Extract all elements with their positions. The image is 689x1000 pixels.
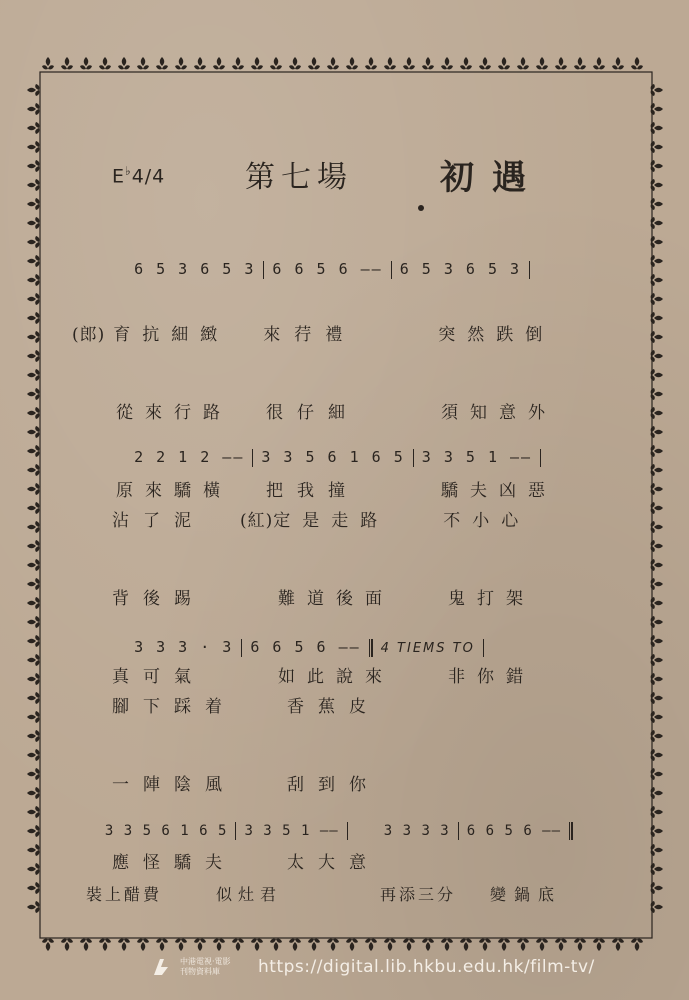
lyric: 裝上醋費 xyxy=(86,885,163,904)
lyric: 須知意外 xyxy=(441,403,557,423)
lyric: 再添三分 xyxy=(380,885,457,904)
measure: 3 3 5 1 —— xyxy=(244,823,339,839)
border-ornament xyxy=(27,521,39,533)
border-ornament xyxy=(194,939,206,951)
border-ornament xyxy=(27,882,39,894)
border-ornament xyxy=(479,939,491,951)
border-ornament xyxy=(498,939,510,951)
border-ornament xyxy=(574,57,586,69)
library-watermark xyxy=(150,952,595,982)
lyric: 鬼打架 xyxy=(448,589,535,609)
lyric: 變鍋底 xyxy=(490,885,563,904)
border-ornament xyxy=(593,57,605,69)
lyric: 似灶君 xyxy=(216,885,283,904)
border-ornament xyxy=(251,57,263,69)
border-ornament xyxy=(289,939,301,951)
border-ornament xyxy=(27,825,39,837)
key-letter: E xyxy=(112,165,126,188)
border-ornament xyxy=(308,939,320,951)
border-ornament xyxy=(137,939,149,951)
border-ornament xyxy=(80,939,92,951)
border-ornament xyxy=(27,616,39,628)
border-ornament xyxy=(232,939,244,951)
measure: 6 6 5 6 —— xyxy=(250,638,361,656)
lyric: 腳下踩着 xyxy=(112,697,236,717)
border-ornament xyxy=(27,597,39,609)
measure: 2 2 1 2 —— xyxy=(134,448,245,466)
lyric: 香蕉皮 xyxy=(287,697,380,717)
lyric: 真可氣 xyxy=(112,667,205,687)
border-ornament xyxy=(441,939,453,951)
border-ornament xyxy=(422,939,434,951)
ink-dot xyxy=(418,205,424,211)
barline xyxy=(540,449,541,467)
border-ornament xyxy=(365,57,377,69)
lyric: 很仔細 xyxy=(266,403,359,423)
library-name xyxy=(180,957,250,977)
border-ornament xyxy=(27,369,39,381)
lyric: 驕夫凶惡 xyxy=(441,481,557,501)
border-ornament xyxy=(27,122,39,134)
border-ornament xyxy=(27,445,39,457)
border-ornament xyxy=(517,57,529,69)
lyric: 難道後面 xyxy=(278,589,394,609)
lyric: 突然跌倒 xyxy=(438,325,555,345)
border-ornament xyxy=(460,939,472,951)
border-ornament xyxy=(42,57,54,69)
border-ornament xyxy=(27,711,39,723)
border-ornament xyxy=(574,939,586,951)
lyric: 把我撞 xyxy=(266,481,359,501)
border-ornament xyxy=(27,787,39,799)
barline xyxy=(483,639,484,657)
repeat-instruction: 4 TIEMS TO xyxy=(380,641,475,656)
border-ornament xyxy=(27,483,39,495)
border-ornament xyxy=(27,84,39,96)
lyric: 育抗細緻 xyxy=(113,325,230,345)
border-ornament xyxy=(27,863,39,875)
border-ornament xyxy=(175,57,187,69)
border-ornament xyxy=(422,57,434,69)
border-ornament xyxy=(27,407,39,419)
border-ornament xyxy=(27,901,39,913)
border-ornament xyxy=(27,844,39,856)
border-ornament xyxy=(27,806,39,818)
measure: 3 3 5 6 1 6 5 xyxy=(261,448,405,466)
border-ornament xyxy=(384,57,396,69)
border-ornament xyxy=(403,57,415,69)
lyric: 太大意 xyxy=(287,853,380,873)
measure: 6 6 5 6 —— xyxy=(466,823,562,839)
border-ornament xyxy=(42,939,54,951)
border-ornament xyxy=(156,57,168,69)
border-ornament xyxy=(346,57,358,69)
border-ornament xyxy=(80,57,92,69)
border-ornament xyxy=(270,939,282,951)
lyric: 來荇禮 xyxy=(263,325,357,345)
lyric: 一陣陰風 xyxy=(112,775,236,795)
border-ornament xyxy=(118,939,130,951)
lyric: 非你錯 xyxy=(448,667,535,687)
border-ornament xyxy=(27,217,39,229)
border-ornament xyxy=(555,57,567,69)
border-ornament xyxy=(232,57,244,69)
lyric: 原來驕橫 xyxy=(116,481,232,501)
lyric: 不小心 xyxy=(443,511,531,531)
score-header xyxy=(0,150,689,200)
border-ornament xyxy=(403,939,415,951)
border-ornament xyxy=(27,730,39,742)
border-ornament xyxy=(213,57,225,69)
library-name-line: 刊物資料庫 xyxy=(180,967,220,976)
role-label: (紅) xyxy=(240,511,274,531)
measure: 6 6 5 6 —— xyxy=(272,260,383,278)
lyrics-block-4 xyxy=(86,838,562,933)
border-ornament xyxy=(517,939,529,951)
border-ornament xyxy=(27,426,39,438)
lyric: 應怪驕夫 xyxy=(112,853,236,873)
border-ornament xyxy=(137,57,149,69)
library-name-line: 中港電視·電影 xyxy=(180,957,231,966)
double-barline xyxy=(569,822,573,840)
measure: 3 3 5 1 —— xyxy=(421,448,533,466)
border-ornament xyxy=(270,57,282,69)
notation-row-1 xyxy=(112,242,538,279)
border-ornament xyxy=(612,939,624,951)
border-ornament xyxy=(27,673,39,685)
border-ornament xyxy=(61,939,73,951)
flat-symbol: ♭ xyxy=(125,164,132,178)
measure: 3 3 5 6 1 6 5 xyxy=(104,823,228,839)
border-ornament xyxy=(27,255,39,267)
border-ornament xyxy=(631,57,643,69)
border-ornament xyxy=(27,350,39,362)
border-ornament xyxy=(27,293,39,305)
border-ornament xyxy=(327,57,339,69)
measure: 3 3 3 · 3 xyxy=(134,638,234,656)
border-ornament xyxy=(593,939,605,951)
border-ornament xyxy=(194,57,206,69)
border-ornament xyxy=(213,939,225,951)
border-ornament xyxy=(612,57,624,69)
scene-label: 第七場 xyxy=(245,160,353,195)
border-ornament xyxy=(156,939,168,951)
measure: 6 5 3 6 5 3 xyxy=(134,260,256,278)
key-signature xyxy=(112,164,165,187)
border-ornament xyxy=(27,274,39,286)
border-ornament xyxy=(27,464,39,476)
time-signature: 4/4 xyxy=(131,165,166,188)
border-ornament xyxy=(27,692,39,704)
border-ornament xyxy=(27,388,39,400)
border-ornament xyxy=(555,939,567,951)
border-ornament xyxy=(460,57,472,69)
border-ornament xyxy=(27,236,39,248)
border-ornament xyxy=(327,939,339,951)
lyric: 定是走路 xyxy=(273,511,390,531)
border-ornament xyxy=(346,939,358,951)
border-ornament xyxy=(536,939,548,951)
border-ornament xyxy=(365,939,377,951)
border-ornament xyxy=(289,57,301,69)
song-title: 初遇 xyxy=(440,158,544,198)
border-ornament xyxy=(498,57,510,69)
border-ornament xyxy=(441,57,453,69)
measure: 3 3 3 3 xyxy=(383,823,450,839)
lyric: 如此說來 xyxy=(278,667,394,687)
measure: 6 5 3 6 5 3 xyxy=(399,260,522,278)
border-ornament xyxy=(27,312,39,324)
border-ornament xyxy=(27,654,39,666)
border-ornament xyxy=(631,939,643,951)
border-ornament xyxy=(27,635,39,647)
library-url: https://digital.lib.hkbu.edu.hk/film-tv/ xyxy=(258,957,595,977)
lyric: 沾了泥 xyxy=(112,511,205,531)
border-ornament xyxy=(118,57,130,69)
library-logo-icon xyxy=(150,955,174,979)
border-ornament xyxy=(175,939,187,951)
lyric: 從來行路 xyxy=(116,403,232,423)
border-ornament xyxy=(308,57,320,69)
lyric: 刮到你 xyxy=(287,775,380,795)
border-ornament xyxy=(61,57,73,69)
border-ornament xyxy=(27,502,39,514)
border-ornament xyxy=(27,559,39,571)
border-ornament xyxy=(27,768,39,780)
border-ornament xyxy=(27,331,39,343)
border-ornament xyxy=(99,939,111,951)
border-ornament xyxy=(27,103,39,115)
border-ornament xyxy=(27,540,39,552)
border-ornament xyxy=(251,939,263,951)
notation-row-4 xyxy=(86,806,581,840)
border-ornament xyxy=(479,57,491,69)
lyric: 背後踢 xyxy=(112,589,205,609)
border-ornament xyxy=(384,939,396,951)
border-ornament xyxy=(99,57,111,69)
role-label: (郎) xyxy=(72,325,106,345)
border-ornament xyxy=(27,578,39,590)
border-ornament xyxy=(536,57,548,69)
border-ornament xyxy=(27,749,39,761)
